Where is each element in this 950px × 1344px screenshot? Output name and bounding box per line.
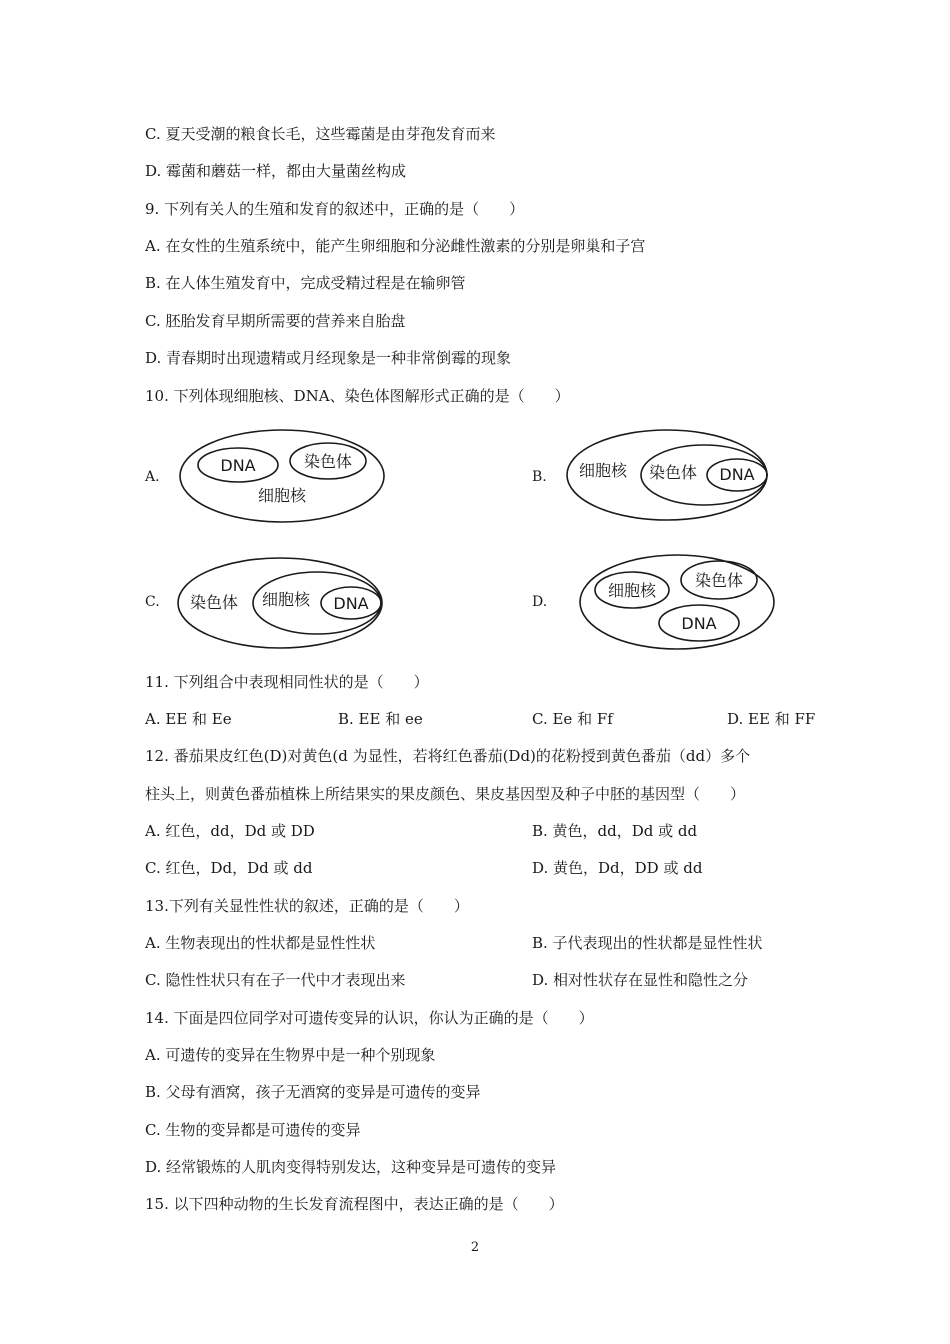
q9-option-a: A. 在女性的生殖系统中，能产生卵细胞和分泌雌性激素的分别是卵巢和子宫 <box>145 237 646 255</box>
nucleus-outline <box>180 430 384 522</box>
q9-option-d: D. 青春期时出现遗精或月经现象是一种非常倒霉的现象 <box>145 349 512 367</box>
q12-stem-line2: 柱头上，则黄色番茄植株上所结果实的果皮颜色、果皮基因型及种子中胚的基因型（ ） <box>145 785 746 803</box>
q12-stem-line1: 12. 番茄果皮红色(D)对黄色(d 为显性，若将红色番茄(Dd)的花粉授到黄色番茄（dd）多个 <box>145 747 751 765</box>
q12-option-d: D. 黄色，Dd，DD 或 dd <box>532 859 703 877</box>
chromosome-text: 染色体 <box>694 571 744 590</box>
q13-option-c: C. 隐性性状只有在子一代中才表现出来 <box>145 971 406 989</box>
q13-option-b: B. 子代表现出的性状都是显性性状 <box>532 934 763 952</box>
dna-text: DNA <box>220 456 256 475</box>
dna-text: DNA <box>333 594 369 613</box>
q14-stem: 14. 下面是四位同学对可遗传变异的认识，你认为正确的是（ ） <box>145 1009 594 1027</box>
q9-option-c: C. 胚胎发育早期所需要的营养来自胎盘 <box>145 312 406 330</box>
q15-stem: 15. 以下四种动物的生长发育流程图中，表达正确的是（ ） <box>145 1195 564 1213</box>
page-number: 2 <box>470 1240 480 1255</box>
nucleus-text: 细胞核 <box>261 590 311 609</box>
q9-option-b: B. 在人体生殖发育中，完成受精过程是在输卵管 <box>145 274 466 292</box>
q11-option-c: C. Ee 和 Ff <box>532 710 613 728</box>
chromosome-text: 染色体 <box>648 463 698 482</box>
q10-diagram-a <box>178 428 388 526</box>
q11-option-a: A. EE 和 Ee <box>145 710 232 728</box>
nucleus-text: 细胞核 <box>607 581 657 600</box>
q14-option-d: D. 经常锻炼的人肌肉变得特别发达，这种变异是可遗传的变异 <box>145 1158 557 1176</box>
chromosome-text: 染色体 <box>303 452 353 471</box>
q8-option-c: C. 夏天受潮的粮食长毛，这些霉菌是由芽孢发育而来 <box>145 125 496 143</box>
q11-option-d: D. EE 和 FF <box>727 710 816 728</box>
q10-diagram-c <box>176 555 388 651</box>
q13-stem: 13.下列有关显性性状的叙述，正确的是（ ） <box>145 897 469 915</box>
q10-label-d: D. <box>532 594 548 610</box>
q14-option-c: C. 生物的变异都是可遗传的变异 <box>145 1121 361 1139</box>
nucleus-text: 细胞核 <box>257 486 307 505</box>
q10-label-c: C. <box>145 594 160 610</box>
dna-text: DNA <box>681 614 717 633</box>
q8-option-d: D. 霉菌和蘑菇一样，都由大量菌丝构成 <box>145 162 407 180</box>
q12-option-c: C. 红色，Dd，Dd 或 dd <box>145 859 313 877</box>
q14-option-b: B. 父母有酒窝，孩子无酒窝的变异是可遗传的变异 <box>145 1083 481 1101</box>
q10-label-a: A. <box>145 469 160 485</box>
dna-text: DNA <box>719 465 755 484</box>
q9-stem: 9. 下列有关人的生殖和发育的叙述中，正确的是（ ） <box>145 200 525 218</box>
q12-option-b: B. 黄色，dd，Dd 或 dd <box>532 822 698 840</box>
q10-diagram-b <box>565 428 775 524</box>
q10-label-b: B. <box>532 469 547 485</box>
q14-option-a: A. 可遗传的变异在生物界中是一种个别现象 <box>145 1046 436 1064</box>
outer-outline <box>580 555 774 649</box>
q13-option-d: D. 相对性状存在显性和隐性之分 <box>532 971 749 989</box>
q10-diagram-d <box>578 552 778 652</box>
q12-option-a: A. 红色，dd，Dd 或 DD <box>145 822 315 840</box>
q13-option-a: A. 生物表现出的性状都是显性性状 <box>145 934 376 952</box>
q10-stem: 10. 下列体现细胞核、DNA、染色体图解形式正确的是（ ） <box>145 387 570 405</box>
nucleus-text: 细胞核 <box>578 461 628 480</box>
chromosome-text: 染色体 <box>189 593 239 612</box>
q11-stem: 11. 下列组合中表现相同性状的是（ ） <box>145 673 429 691</box>
q11-option-b: B. EE 和 ee <box>338 710 423 728</box>
